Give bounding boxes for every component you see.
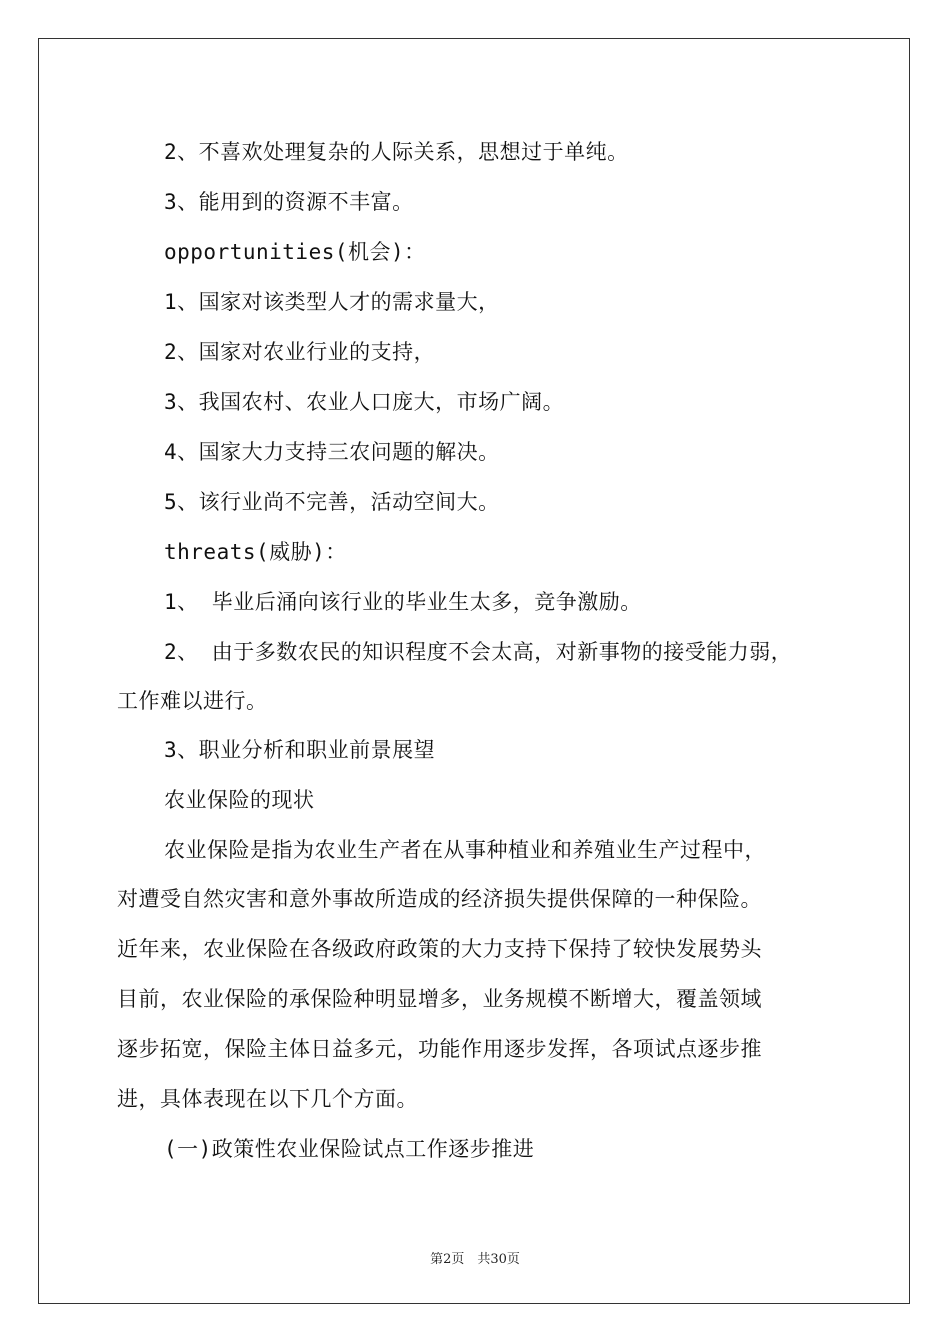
page-number-footer: 第2页 共30页 bbox=[430, 1252, 520, 1267]
text-line: threats(威胁)： bbox=[164, 540, 347, 564]
text-line: 5、该行业尚不完善，活动空间大。 bbox=[164, 490, 500, 514]
text-line: 农业保险是指为农业生产者在从事种植业和养殖业生产过程中， bbox=[164, 838, 766, 862]
text-line: 农业保险的现状 bbox=[164, 788, 315, 812]
text-line: 工作难以进行。 bbox=[117, 689, 268, 713]
text-line: 3、职业分析和职业前景展望 bbox=[164, 738, 436, 762]
text-line: 2、 由于多数农民的知识程度不会太高，对新事物的接受能力弱， bbox=[164, 640, 793, 664]
text-line: 3、能用到的资源不丰富。 bbox=[164, 190, 414, 214]
text-line: 进，具体表现在以下几个方面。 bbox=[117, 1087, 418, 1111]
text-line: 1、 毕业后涌向该行业的毕业生太多，竞争激励。 bbox=[164, 590, 642, 614]
text-line: 4、国家大力支持三农问题的解决。 bbox=[164, 440, 500, 464]
text-line: 3、我国农村、农业人口庞大，市场广阔。 bbox=[164, 390, 565, 414]
text-line: opportunities(机会)： bbox=[164, 240, 426, 264]
text-line: 对遭受自然灾害和意外事故所造成的经济损失提供保障的一种保险。 bbox=[117, 887, 762, 911]
text-line: (一)政策性农业保险试点工作逐步推进 bbox=[164, 1137, 535, 1161]
text-line: 目前，农业保险的承保险种明显增多，业务规模不断增大，覆盖领域 bbox=[117, 987, 762, 1011]
text-line: 逐步拓宽，保险主体日益多元，功能作用逐步发挥，各项试点逐步推 bbox=[117, 1037, 762, 1061]
text-line: 2、国家对农业行业的支持， bbox=[164, 340, 436, 364]
text-line: 1、国家对该类型人才的需求量大， bbox=[164, 290, 500, 314]
text-line: 近年来，农业保险在各级政府政策的大力支持下保持了较快发展势头 bbox=[117, 937, 762, 961]
page-border bbox=[38, 38, 910, 1304]
text-line: 2、不喜欢处理复杂的人际关系，思想过于单纯。 bbox=[164, 140, 629, 164]
